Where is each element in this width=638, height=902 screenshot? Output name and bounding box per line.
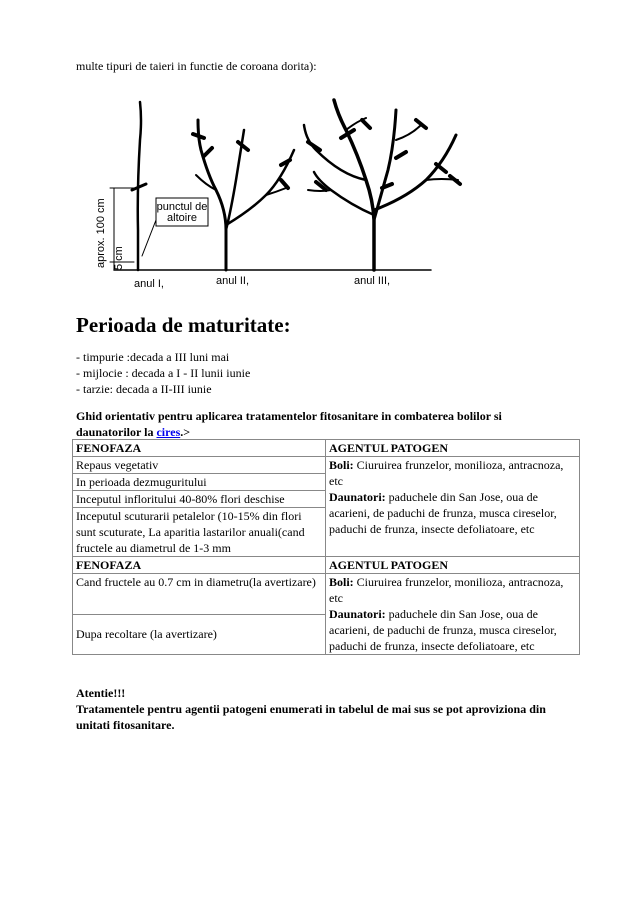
phase-cell: Cand fructele au 0.7 cm in diametru(la avertizare): [73, 574, 326, 615]
table2-header-row: [73, 557, 580, 574]
pruning-diagram: [76, 80, 496, 295]
year-label-2: anul II,: [216, 275, 250, 287]
maturity-list: [76, 349, 250, 397]
table1-header-row: [73, 440, 580, 457]
table2-col2-header: AGENTUL PATOGEN: [326, 557, 580, 574]
height-label: aprox. 100 cm: [95, 198, 107, 268]
small-height-label: 5 cm: [113, 246, 125, 270]
year-label-1: anul I,: [134, 278, 164, 290]
year-label-3: anul III,: [354, 275, 391, 287]
phase-cell: Repaus vegetativ: [73, 457, 326, 474]
table2-col1-header: FENOFAZA: [73, 557, 326, 574]
table1-col2-header: AGENTUL PATOGEN: [326, 440, 580, 457]
phase-cell: In perioada dezmuguritului: [73, 474, 326, 491]
phase-cell: Inceputul infloritului 40-80% flori deschise: [73, 491, 326, 508]
cires-link[interactable]: cires: [156, 425, 181, 439]
supply-note: Tratamentele pentru agentii patogeni enumerati in tabelul de mai sus se pot aproviziona din unitati fitosanitare.: [76, 702, 546, 732]
phase-cell: Inceputul scuturarii petalelor (10-15% din flori sunt scuturate, La aparitia lastarilor anuali(cand fructele au diametrul de 1-3 mm: [73, 508, 326, 557]
maturity-item-late: - tarzie: decada a II-III iunie: [76, 382, 212, 396]
pathogen-cell: Boli: Ciuruirea frunzelor, monilioza, antracnoza, etc Daunatori: paduchele din San Jose, oua de acarieni, de paduchi de frunza, musca cireselor, paduchi de frunza, insecte defoliatoare, etc: [326, 457, 580, 557]
callout-line1: punctul de: [156, 201, 208, 213]
maturity-item-early: - timpurie :decada a III luni mai: [76, 350, 230, 364]
table-row: [73, 457, 580, 474]
maturity-heading: Perioada de maturitate:: [76, 313, 291, 337]
intro-text: multe tipuri de taieri in functie de coroana dorita):: [76, 59, 317, 73]
table-row: [73, 574, 580, 615]
attention-label: Atentie!!!: [76, 686, 126, 700]
pathogen-cell: Boli: Ciuruirea frunzelor, monilioza, antracnoza, etc Daunatori: paduchele din San Jose, oua de acarieni, de paduchi de frunza, musca cireselor, paduchi de frunza, insecte defoliatoare, etc: [326, 574, 580, 655]
treatment-table: [72, 439, 580, 655]
phase-cell: Dupa recoltare (la avertizare): [73, 614, 326, 655]
guide-heading: Ghid orientativ pentru aplicarea tratamentelor fitosanitare in combaterea bolilor si daunatorilor la cires.>: [76, 409, 502, 439]
table1-col1-header: FENOFAZA: [73, 440, 326, 457]
maturity-item-mid: - mijlocie : decada a I - II lunii iunie: [76, 366, 251, 380]
callout-line2: altoire: [167, 212, 197, 224]
